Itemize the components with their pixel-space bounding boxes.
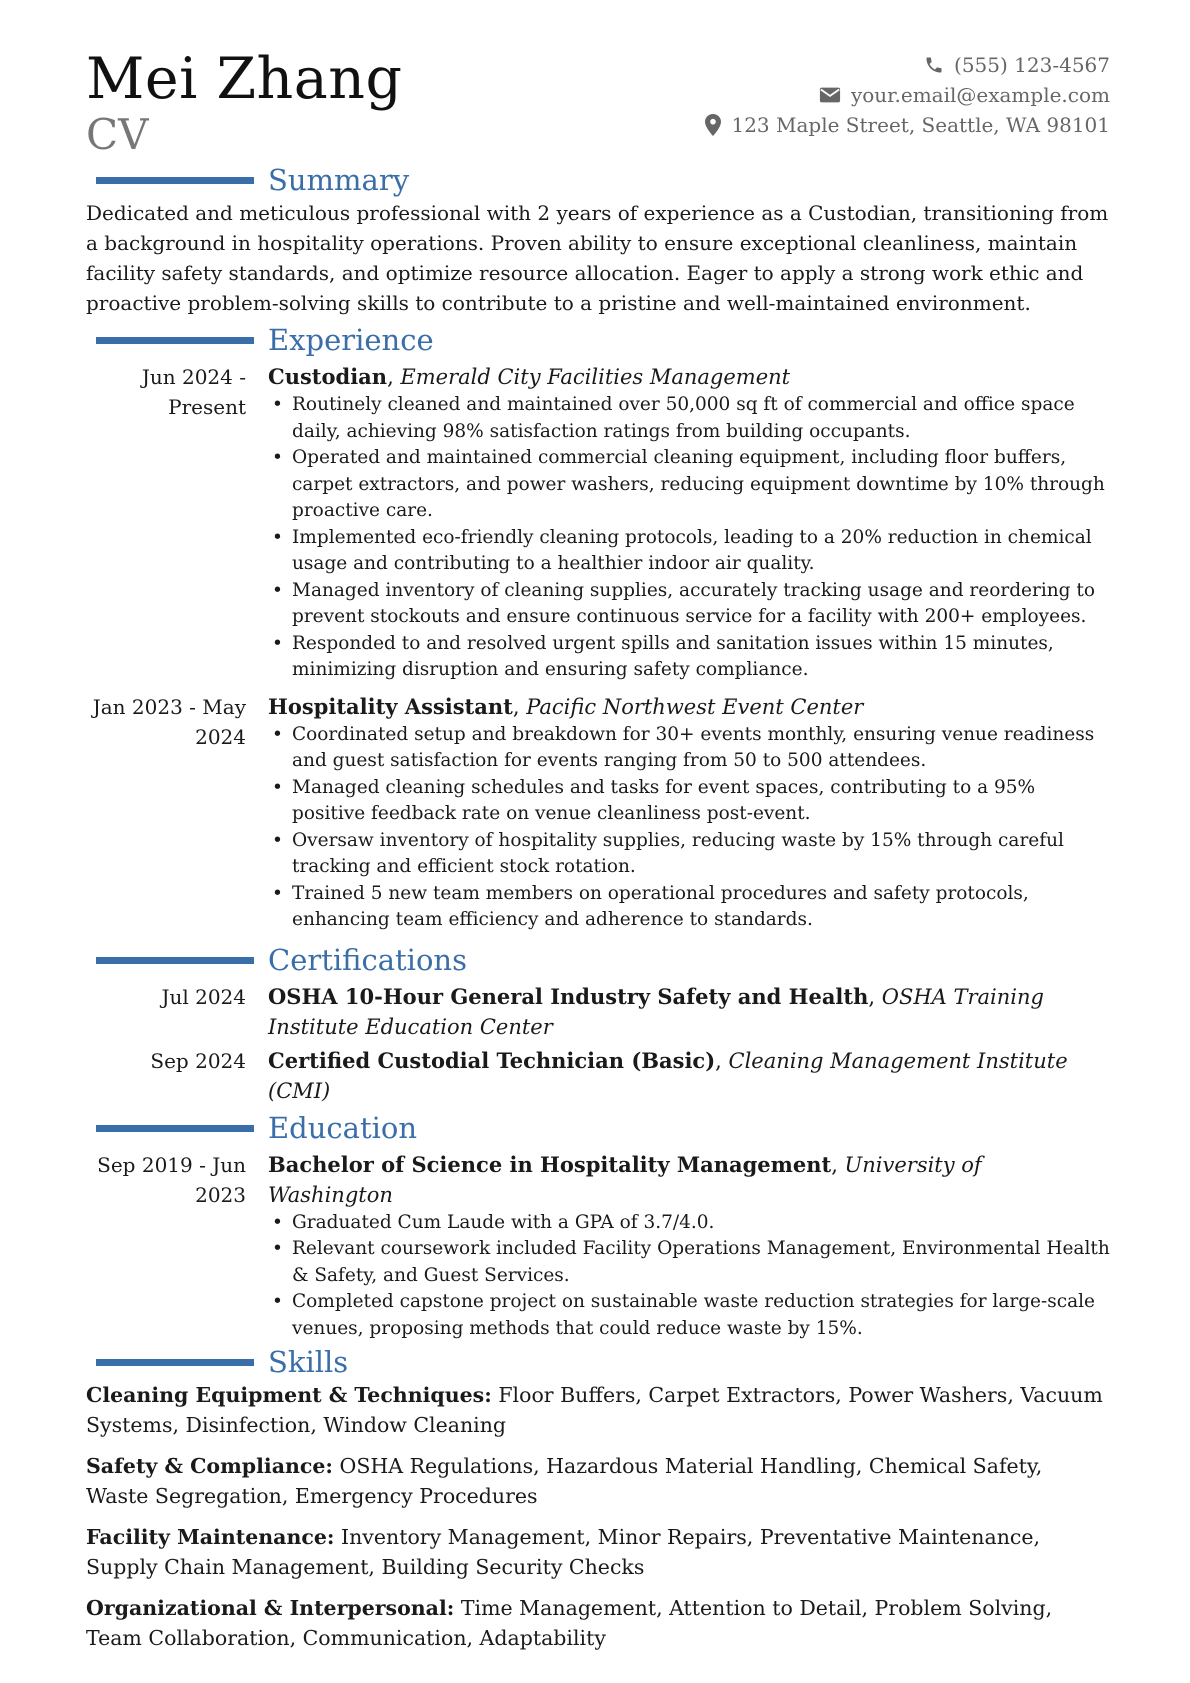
skill-group — [86, 1451, 1110, 1511]
resume-header — [86, 40, 1110, 158]
entry-date: Sep 2024 — [150, 1048, 246, 1073]
phone-number[interactable]: (555) 123-4567 — [954, 53, 1110, 77]
skill-items: OSHA Regulations, Hazardous Material Handling, Chemical Safety, Waste Segregation, Emergency Procedures — [86, 1454, 1043, 1508]
section-title: Education — [268, 1110, 418, 1145]
list-item: • Oversaw inventory of hospitality supplies, reducing waste by 15% through careful tracking and efficient stock rotation. — [268, 828, 1110, 881]
resume-page — [86, 40, 1110, 1664]
map-pin-icon — [705, 114, 721, 136]
list-item: • Responded to and resolved urgent spills and sanitation issues within 15 minutes, minimizing disruption and ensuring safety compliance. — [268, 631, 1110, 684]
list-item: • Trained 5 new team members on operational procedures and safety protocols, enhancing team efficiency and adherence to standards. — [268, 881, 1110, 934]
skill-group — [86, 1380, 1110, 1440]
section-accent-bar — [96, 177, 254, 184]
entry-bullets — [268, 1210, 1110, 1343]
skill-items: Floor Buffers, Carpet Extractors, Power Washers, Vacuum Systems, Disinfection, Window Cleaning — [86, 1383, 1103, 1437]
issuer: OSHA Training Institute Education Center — [268, 984, 1044, 1039]
skill-group — [86, 1593, 1110, 1653]
list-item: • Implemented eco-friendly cleaning protocols, leading to a 20% reduction in chemical usage and contributing to a healthier indoor air quality. — [268, 525, 1110, 578]
entry-bullets — [268, 392, 1110, 684]
job-title: Hospitality Assistant — [268, 693, 513, 719]
skill-items: Inventory Management, Minor Repairs, Preventative Maintenance, Supply Chain Management, Building Security Checks — [86, 1525, 1041, 1579]
section-accent-bar — [96, 1125, 254, 1132]
certification-entry — [86, 1046, 1110, 1106]
skills-section-header — [86, 1346, 1110, 1380]
certification-entry — [86, 982, 1110, 1042]
list-item: • Routinely cleaned and maintained over 50,000 sq ft of commercial and office space daily, achieving 98% satisfaction ratings from building occupants. — [268, 392, 1110, 445]
skill-category: Facility Maintenance: — [86, 1525, 335, 1549]
list-item: • Relevant coursework included Facility Operations Management, Environmental Health & Safety, and Guest Services. — [268, 1236, 1110, 1289]
candidate-name: Mei Zhang — [86, 46, 403, 112]
entry-heading: Certified Custodial Technician (Basic), Cleaning Management Institute (CMI) — [268, 1047, 1068, 1103]
list-item: • Completed capstone project on sustainable waste reduction strategies for large-scale venues, proposing methods that could reduce waste by 15%. — [268, 1289, 1110, 1342]
list-item: • Operated and maintained commercial cleaning equipment, including floor buffers, carpet extractors, and power washers, reducing equipment downtime by 10% through proactive care. — [268, 445, 1110, 525]
experience-entry — [86, 362, 1110, 684]
section-accent-bar — [96, 957, 254, 964]
entry-heading: OSHA 10-Hour General Industry Safety and Health, OSHA Training Institute Education Center — [268, 983, 1044, 1039]
skill-category: Organizational & Interpersonal: — [86, 1596, 455, 1620]
education-entry — [86, 1150, 1110, 1343]
summary-section-header — [86, 164, 1110, 198]
experience-section-header — [86, 324, 1110, 358]
skill-items: Time Management, Attention to Detail, Problem Solving, Team Collaboration, Communication, Adaptability — [86, 1596, 1053, 1650]
phone-icon — [924, 55, 944, 75]
issuer: Cleaning Management Institute (CMI) — [268, 1048, 1068, 1103]
certification-name: Certified Custodial Technician (Basic) — [268, 1047, 716, 1073]
institution: University of Washington — [268, 1152, 982, 1207]
skill-category: Safety & Compliance: — [86, 1454, 333, 1478]
envelope-icon — [819, 86, 841, 104]
email-address[interactable]: your.email@example.com — [850, 83, 1110, 107]
skill-category: Cleaning Equipment & Techniques: — [86, 1383, 492, 1407]
street-address: 123 Maple Street, Seattle, WA 98101 — [731, 113, 1110, 137]
degree: Bachelor of Science in Hospitality Management — [268, 1151, 832, 1177]
list-item: • Managed cleaning schedules and tasks for event spaces, contributing to a 95% positive feedback rate on venue cleanliness post-event. — [268, 775, 1110, 828]
list-item: • Coordinated setup and breakdown for 30+ events monthly, ensuring venue readiness and guest satisfaction for events ranging from 50 to 500 attendees. — [268, 722, 1110, 775]
contact-email — [705, 80, 1110, 110]
job-title: Custodian — [268, 364, 388, 389]
list-item: • Managed inventory of cleaning supplies, accurately tracking usage and reordering to prevent stockouts and ensure continuous service for a facility with 200+ employees. — [268, 578, 1110, 631]
entry-heading: Custodian, Emerald City Facilities Management — [268, 364, 791, 389]
section-title: Skills — [268, 1345, 349, 1379]
summary-text: Dedicated and meticulous professional with 2 years of experience as a Custodian, transitioning from a background in hospitality operations. Proven ability to ensure exceptional cleanliness, maintain facility safety standards, and optimize resource allocation. Eager to apply a strong work ethic and proactive problem-solving skills to contribute to a pristine and well-maintained environment. — [86, 201, 1109, 315]
entry-date: Jun 2024 - Present — [141, 365, 246, 419]
entry-date: Jan 2023 - May 2024 — [92, 694, 246, 749]
section-accent-bar — [96, 337, 254, 344]
document-subtitle: CV — [86, 110, 149, 159]
contact-address — [705, 110, 1110, 140]
entry-date: Sep 2019 - Jun 2023 — [97, 1152, 246, 1207]
education-section-header — [86, 1112, 1110, 1146]
section-title: Summary — [268, 163, 410, 197]
entry-bullets — [268, 722, 1110, 934]
skill-group — [86, 1522, 1110, 1582]
entry-heading: Bachelor of Science in Hospitality Management, University of Washington — [268, 1151, 982, 1207]
contact-info — [705, 50, 1110, 140]
entry-date: Jul 2024 — [161, 984, 246, 1009]
contact-phone — [705, 50, 1110, 80]
section-accent-bar — [96, 1359, 254, 1366]
section-title: Certifications — [268, 942, 467, 977]
experience-entry — [86, 692, 1110, 934]
certification-name: OSHA 10-Hour General Industry Safety and Health — [268, 983, 869, 1009]
certifications-section-header — [86, 944, 1110, 978]
section-title: Experience — [268, 323, 434, 357]
entry-heading: Hospitality Assistant, Pacific Northwest Event Center — [268, 693, 864, 719]
employer: Emerald City Facilities Management — [400, 365, 791, 389]
employer: Pacific Northwest Event Center — [526, 694, 864, 719]
list-item: • Graduated Cum Laude with a GPA of 3.7/4.0. — [268, 1210, 1110, 1237]
